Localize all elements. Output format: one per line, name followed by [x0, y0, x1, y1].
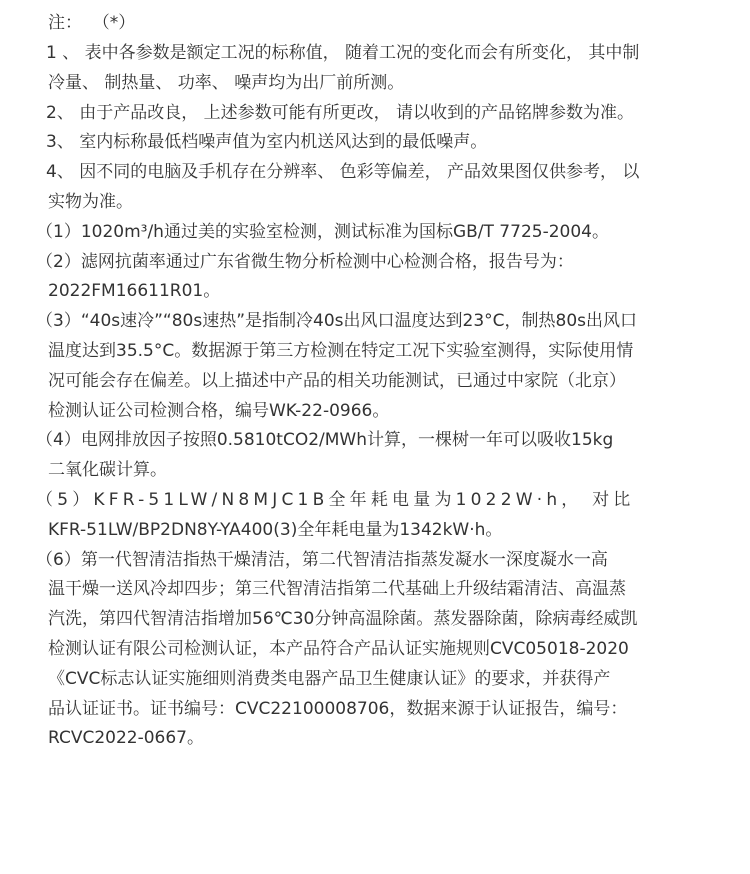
note-3: 3、 室内标称最低档噪声值为室内机送风达到的最低噪声。 [46, 132, 488, 153]
note-4-line-2: 实物为准。 [48, 191, 133, 212]
note-1-line-2: 冷量、 制热量、 功率、 噪声均为出厂前所测。 [48, 72, 405, 93]
note-4-line-1: 4、 因不同的电脑及手机存在分辨率、 色彩等偏差， 产品效果图仅供参考， 以 [46, 162, 640, 183]
sub-note-6-line-4: 检测认证有限公司检测认证，本产品符合产品认证实施规则CVC05018-2020 [48, 638, 629, 659]
sub-note-6-line-2: 温干燥一送风冷却四步；第三代智清洁指第二代基础上升级结霜清洁、高温蒸 [48, 579, 626, 600]
sub-note-4-line-1: （4）电网排放因子按照0.5810tCO2/MWh计算，一棵树一年可以吸收15kg [36, 430, 614, 451]
sub-note-5-line-1: （5）KFR-51LW/N8MJC1B全年耗电量为1022W·h， 对比 [36, 489, 635, 510]
sub-note-6-line-7: RCVC2022-0667。 [48, 728, 204, 749]
sub-note-6-line-5: 《CVC标志认证实施细则消费类电器产品卫生健康认证》的要求，并获得产 [48, 668, 611, 689]
sub-note-5-line-2: KFR-51LW/BP2DN8Y-YA400(3)全年耗电量为1342kW·h。 [48, 519, 503, 540]
sub-note-3-line-1: （3）“40s速冷”“80s速热”是指制冷40s出风口温度达到23°C，制热80s出风口 [36, 311, 638, 332]
note-2: 2、 由于产品改良， 上述参数可能有所更改， 请以收到的产品铭牌参数为准。 [46, 102, 635, 123]
sub-note-6-line-6: 品认证证书。证书编号：CVC22100008706，数据来源于认证报告，编号： [48, 698, 628, 719]
sub-note-4-line-2: 二氧化碳计算。 [48, 460, 167, 481]
sub-note-3-line-2: 温度达到35.5°C。数据源于第三方检测在特定工况下实验室测得，实际使用情 [48, 340, 634, 361]
sub-note-2-line-1: （2）滤网抗菌率通过广东省微生物分析检测中心检测合格，报告号为： [36, 251, 574, 272]
sub-note-3-line-3: 况可能会存在偏差。以上描述中产品的相关功能测试，已通过中家院（北京） [48, 370, 626, 391]
notes-title: 注： （*） [48, 13, 136, 33]
sub-note-2-line-2: 2022FM16611R01。 [48, 281, 221, 302]
sub-note-6-line-1: （6）第一代智清洁指热干燥清洁，第二代智清洁指蒸发凝水一深度凝水一高 [36, 549, 608, 570]
note-1-line-1: 1 、 表中各参数是额定工况的标称值， 随着工况的变化而会有所变化， 其中制 [46, 43, 640, 63]
sub-note-6-line-3: 汽洗，第四代智清洁指增加56℃30分钟高温除菌。蒸发器除菌，除病毒经威凯 [48, 609, 638, 630]
sub-note-1: （1）1020m³/h通过美的实验室检测，测试标准为国标GB/T 7725-2004。 [36, 221, 609, 242]
sub-note-3-line-4: 检测认证公司检测合格，编号WK-22-0966。 [48, 400, 390, 421]
